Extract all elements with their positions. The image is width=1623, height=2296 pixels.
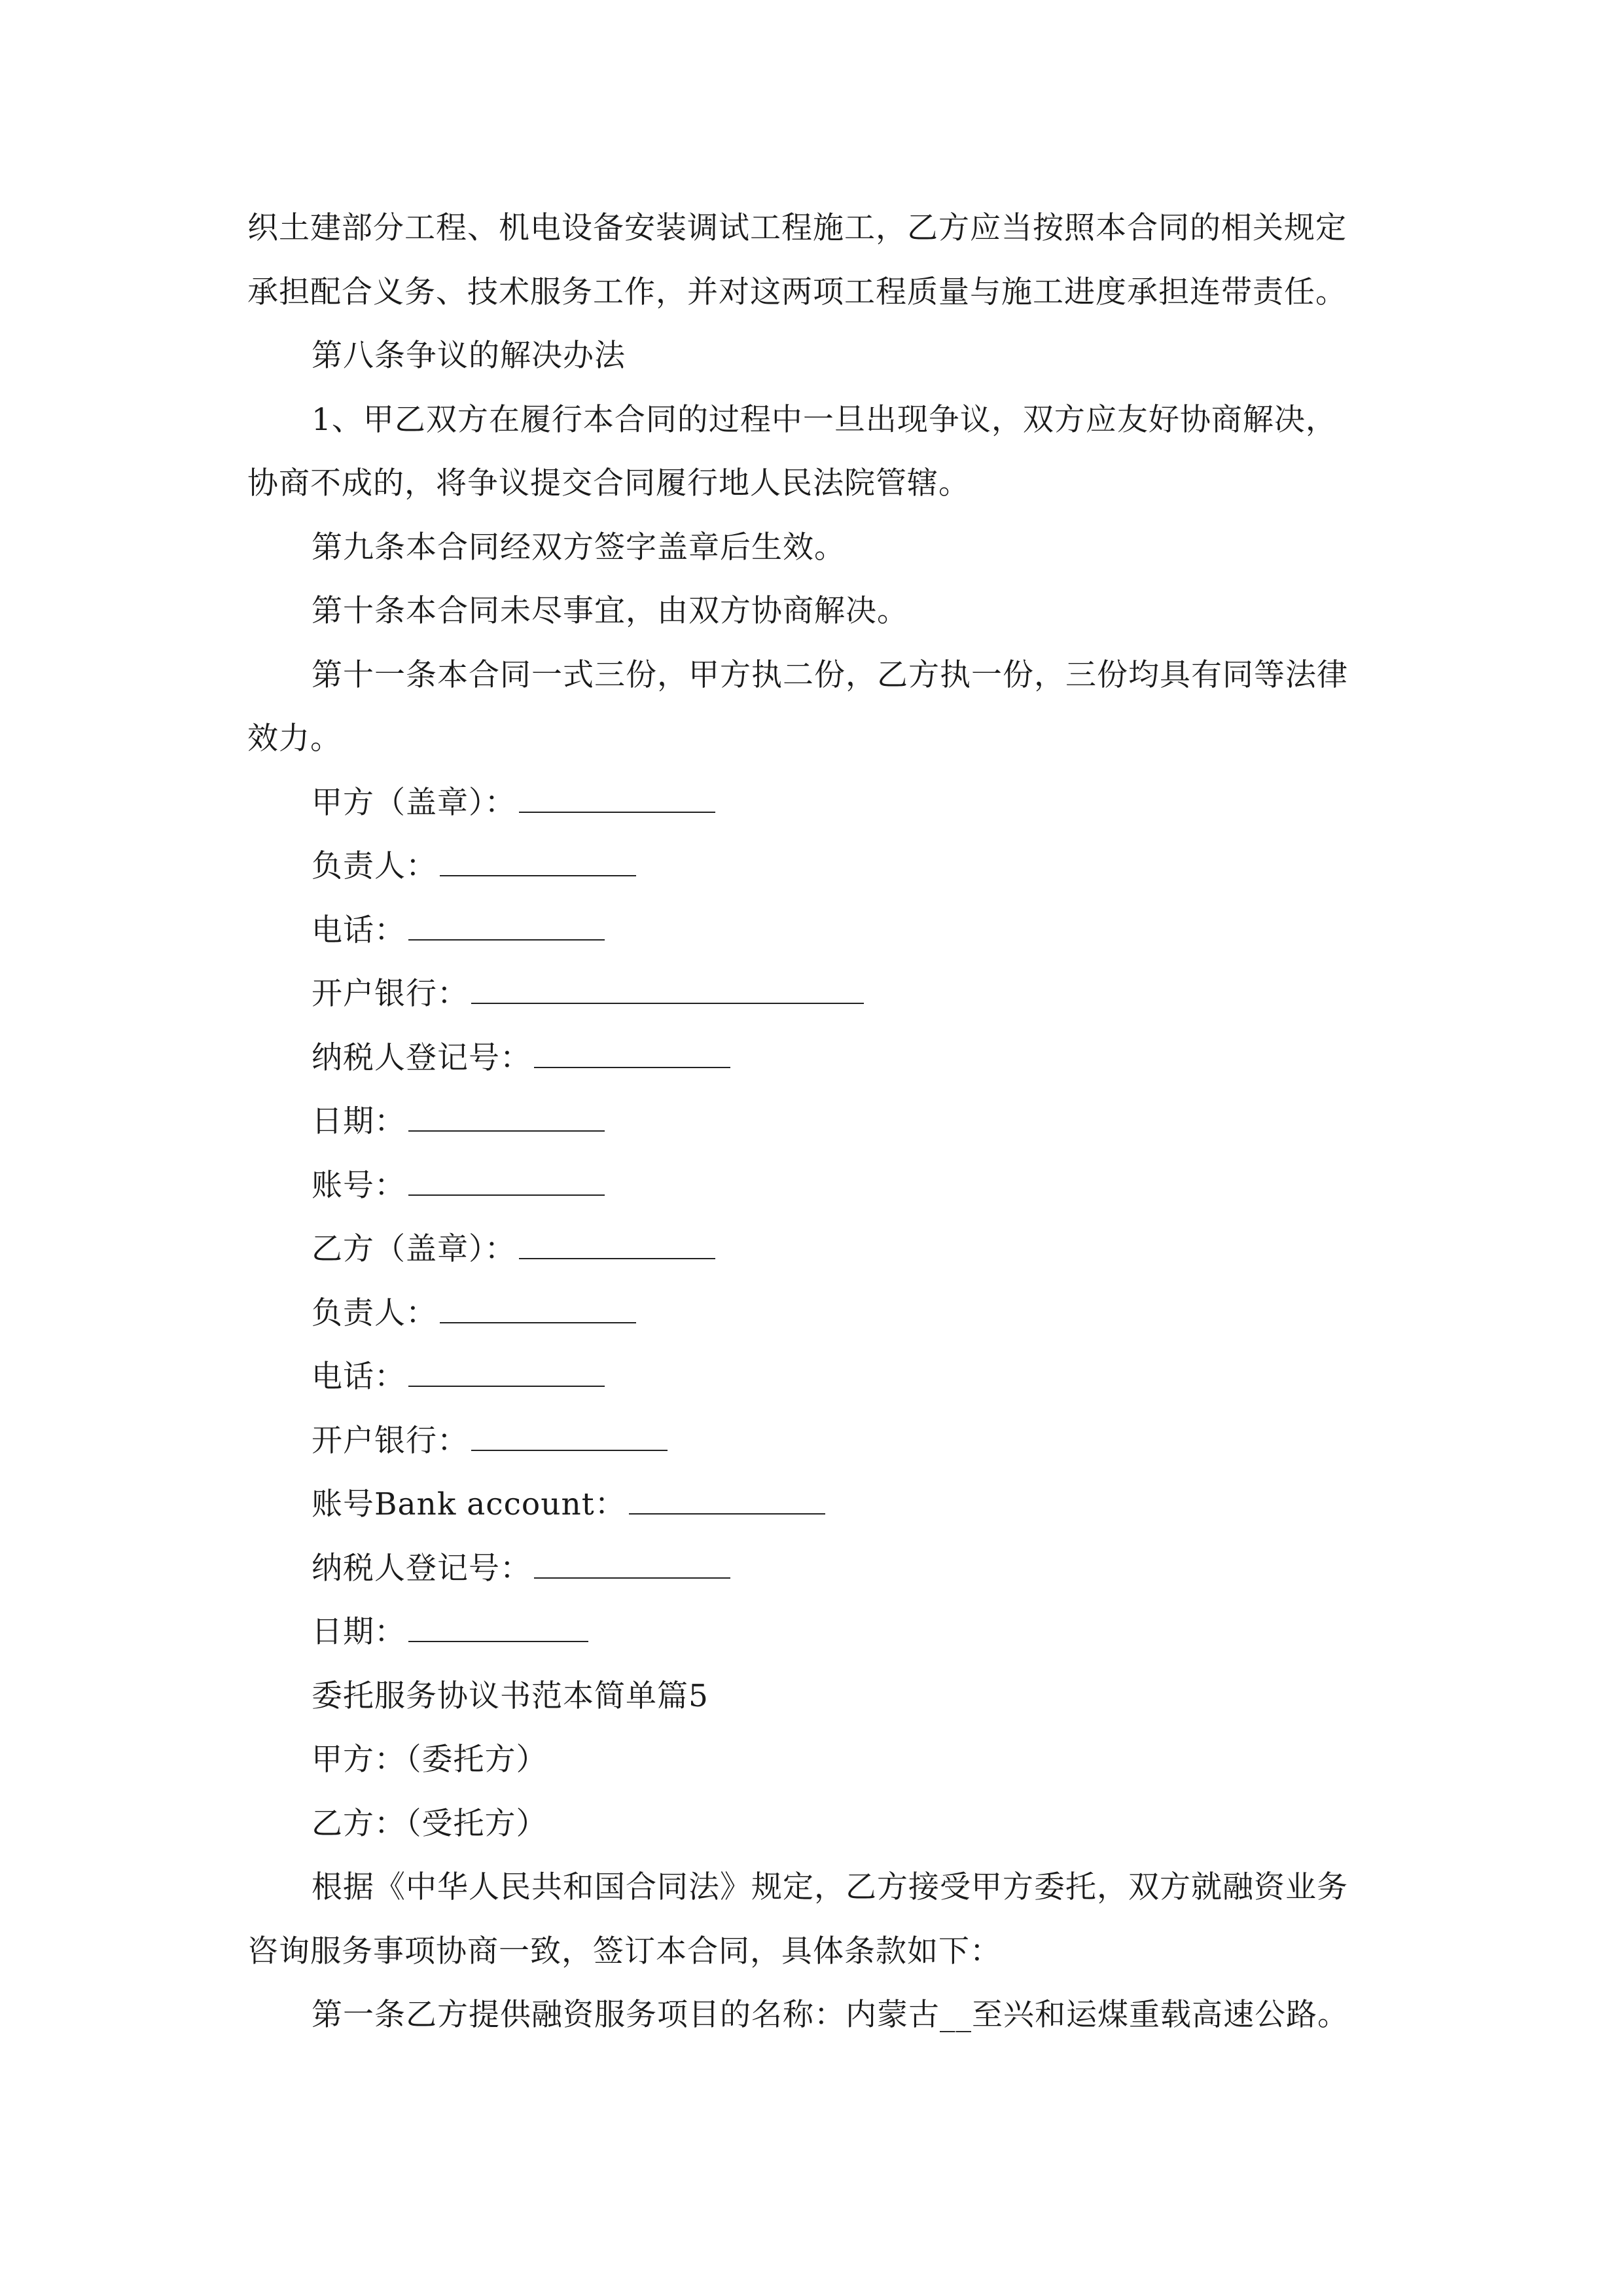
party-b-account-field xyxy=(247,1473,1399,1537)
signature-blank xyxy=(408,1111,605,1132)
preamble-line: 咨询服务事项协商一致，签订本合同，具体条款如下： xyxy=(247,1933,1001,1969)
party-a-seal-field xyxy=(247,771,1399,835)
article-9: 第九条本合同经双方签字盖章后生效。 xyxy=(312,529,846,565)
field-label: 乙方（盖章）： xyxy=(312,1231,516,1267)
party-b-seal-field xyxy=(247,1217,1399,1282)
signature-blank xyxy=(440,855,636,876)
party-b-date-field xyxy=(247,1600,1399,1664)
paragraph-line: 效力。 xyxy=(247,721,342,757)
field-label: 日期： xyxy=(312,1103,406,1139)
signature-blank xyxy=(471,1430,668,1451)
article-1: 第一条乙方提供融资服务项目的名称：内蒙古__至兴和运煤重载高速公路。 xyxy=(312,1997,1349,2033)
signature-blank xyxy=(440,1302,636,1323)
article-8-heading: 第八条争议的解决办法 xyxy=(312,338,626,374)
party-b-bank-field xyxy=(247,1409,1399,1473)
party-a-tax-field xyxy=(247,1026,1399,1090)
field-label: 负责人： xyxy=(312,848,437,884)
party-a-phone-field xyxy=(247,899,1399,963)
party-b-person-field xyxy=(247,1282,1399,1346)
signature-blank xyxy=(519,1238,715,1259)
party-a-date-field xyxy=(247,1090,1399,1154)
field-label: 纳税人登记号： xyxy=(312,1039,531,1076)
signature-blank xyxy=(408,1175,605,1196)
signature-blank xyxy=(408,920,605,941)
paragraph-line: 织土建部分工程、机电设备安装调试工程施工，乙方应当按照本合同的相关规定 xyxy=(247,210,1347,246)
field-label: 负责人： xyxy=(312,1295,437,1331)
field-label: 电话： xyxy=(312,912,406,948)
paragraph-line: 协商不成的，将争议提交合同履行地人民法院管辖。 xyxy=(247,465,970,501)
party-a-person-field xyxy=(247,834,1399,899)
preamble-line: 根据《中华人民共和国合同法》规定，乙方接受甲方委托，双方就融资业务 xyxy=(312,1869,1348,1905)
paragraph-line: 1、甲乙双方在履行本合同的过程中一旦出现争议，双方应友好协商解决， xyxy=(312,401,1337,438)
signature-blank xyxy=(471,983,864,1004)
party-a-line: 甲方：（委托方） xyxy=(312,1742,548,1778)
party-b-line: 乙方：（受托方） xyxy=(312,1805,548,1842)
field-label: 开户银行： xyxy=(312,1422,469,1459)
party-b-phone-field xyxy=(247,1345,1399,1409)
signature-blank xyxy=(534,1558,730,1579)
signature-blank xyxy=(408,1621,588,1642)
field-label: 纳税人登记号： xyxy=(312,1550,531,1587)
document-body xyxy=(247,196,1399,2047)
signature-blank xyxy=(408,1366,605,1387)
article-11: 第十一条本合同一式三份，甲方执二份，乙方执一份，三份均具有同等法律 xyxy=(312,656,1348,693)
field-label: 开户银行： xyxy=(312,976,469,1012)
party-a-account-field xyxy=(247,1154,1399,1218)
section-title: 委托服务协议书范本简单篇5 xyxy=(312,1677,709,1714)
paragraph-line: 承担配合义务、技术服务工作，并对这两项工程质量与施工进度承担连带责任。 xyxy=(247,274,1347,310)
field-label: 账号Bank account： xyxy=(312,1486,626,1522)
signature-blank xyxy=(519,792,715,813)
field-label: 电话： xyxy=(312,1359,406,1395)
field-label: 甲方（盖章）： xyxy=(312,784,516,821)
field-label: 账号： xyxy=(312,1167,406,1204)
field-label: 日期： xyxy=(312,1614,406,1650)
signature-blank xyxy=(534,1047,730,1068)
party-a-bank-field xyxy=(247,962,1399,1026)
article-10: 第十条本合同未尽事宜，由双方协商解决。 xyxy=(312,593,908,629)
party-b-tax-field xyxy=(247,1537,1399,1601)
signature-blank xyxy=(629,1494,825,1515)
